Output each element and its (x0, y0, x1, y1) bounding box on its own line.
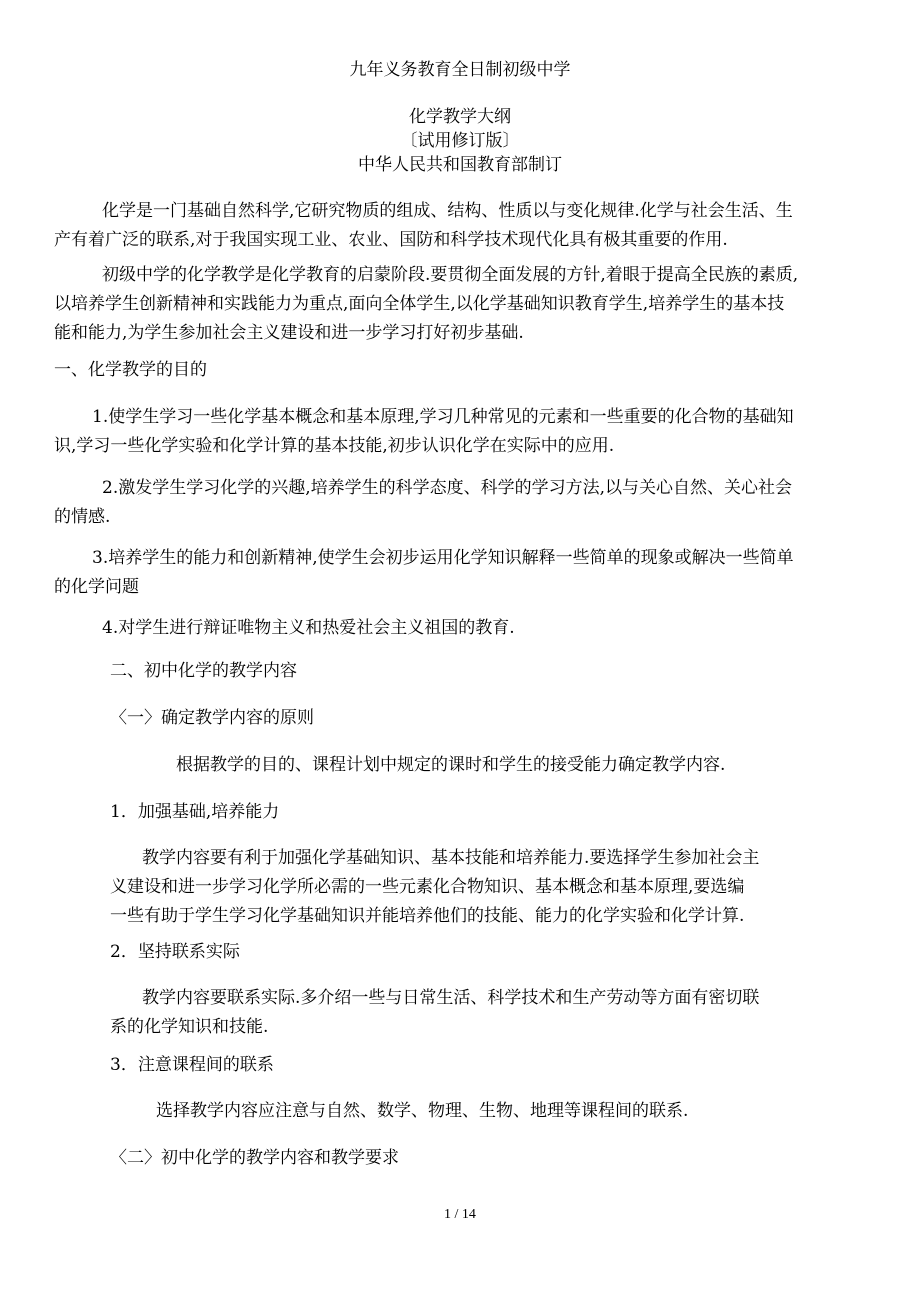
paragraph-line: 初级中学的化学教学是化学教育的启蒙阶段.要贯彻全面发展的方针,着眼于提高全民族的素质, (102, 265, 799, 285)
section-heading-goals: 一、化学教学的目的 (54, 360, 207, 380)
paragraph-line: 义建设和进一步学习化学所必需的一些元素化合物知识、基本概念和基本原理,要选编 (110, 877, 745, 897)
paragraph-line: 识,学习一些化学实验和化学计算的基本技能,初步认识化学在实际中的应用. (54, 436, 615, 456)
goal-item-1 (54, 403, 794, 461)
school-level-title: 九年义务教育全日制初级中学 (349, 60, 571, 80)
goal-item-4: 4.对学生进行辩证唯物主义和热爱社会主义祖国的教育. (102, 618, 515, 638)
point-text-1 (110, 844, 759, 931)
page-number: 1 / 14 (444, 1207, 476, 1222)
section-heading-content: 二、初中化学的教学内容 (110, 661, 297, 681)
paragraph-line: 产有着广泛的联系,对于我国实现工业、农业、国防和科学技术现代化具有极其重要的作用. (54, 230, 728, 250)
point-text-3: 选择教学内容应注意与自然、数学、物理、生物、地理等课程间的联系. (156, 1101, 689, 1121)
paragraph-line: 2.激发学生学习化学的兴趣,培养学生的科学态度、科学的学习方法,以与关心自然、关心社会 (102, 478, 793, 498)
goal-item-3 (54, 544, 794, 602)
subsection-heading-principles: 〈一〉确定教学内容的原则 (110, 708, 314, 728)
paragraph-line: 教学内容要有利于加强化学基础知识、基本技能和培养能力.要选择学生参加社会主 (142, 848, 760, 868)
syllabus-title: 化学教学大纲 (409, 107, 511, 127)
paragraph-line: 1.使学生学习一些化学基本概念和基本原理,学习几种常见的元素和一些重要的化合物的基础知 (92, 407, 794, 427)
goal-item-2 (54, 474, 792, 532)
paragraph-line: 以培养学生创新精神和实践能力为重点,面向全体学生,以化学基础知识教育学生,培养学生的基本技 (54, 294, 785, 314)
edition-note: 〔试用修订版〕 (400, 131, 520, 151)
paragraph-line: 系的化学知识和技能. (110, 1017, 269, 1037)
principles-text: 根据教学的目的、课程计划中规定的课时和学生的接受能力确定教学内容. (176, 755, 726, 775)
paragraph-line: 的化学问题 (54, 577, 139, 597)
paragraph-line: 化学是一门基础自然科学,它研究物质的组成、结构、性质以与变化规律.化学与社会生活、生 (102, 201, 793, 221)
paragraph-line: 3.培养学生的能力和创新精神,使学生会初步运用化学知识解释一些简单的现象或解决一些简单 (92, 548, 794, 568)
point-heading-2: 2．坚持联系实际 (110, 942, 240, 962)
paragraph-line: 教学内容要联系实际.多介绍一些与日常生活、科学技术和生产劳动等方面有密切联 (142, 988, 760, 1008)
point-text-2 (110, 984, 759, 1042)
intro-paragraph-2 (54, 261, 798, 348)
issuer: 中华人民共和国教育部制订 (358, 155, 562, 175)
intro-paragraph-1 (54, 197, 793, 255)
paragraph-line: 的情感. (54, 507, 111, 527)
paragraph-line: 一些有助于学生学习化学基础知识并能培养他们的技能、能力的化学实验和化学计算. (110, 906, 745, 926)
paragraph-line: 能和能力,为学生参加社会主义建设和进一步学习打好初步基础. (54, 323, 524, 343)
point-heading-1: 1．加强基础,培养能力 (110, 802, 280, 822)
subsection-heading-requirements: 〈二〉初中化学的教学内容和教学要求 (110, 1148, 399, 1168)
point-heading-3: 3．注意课程间的联系 (110, 1055, 274, 1075)
